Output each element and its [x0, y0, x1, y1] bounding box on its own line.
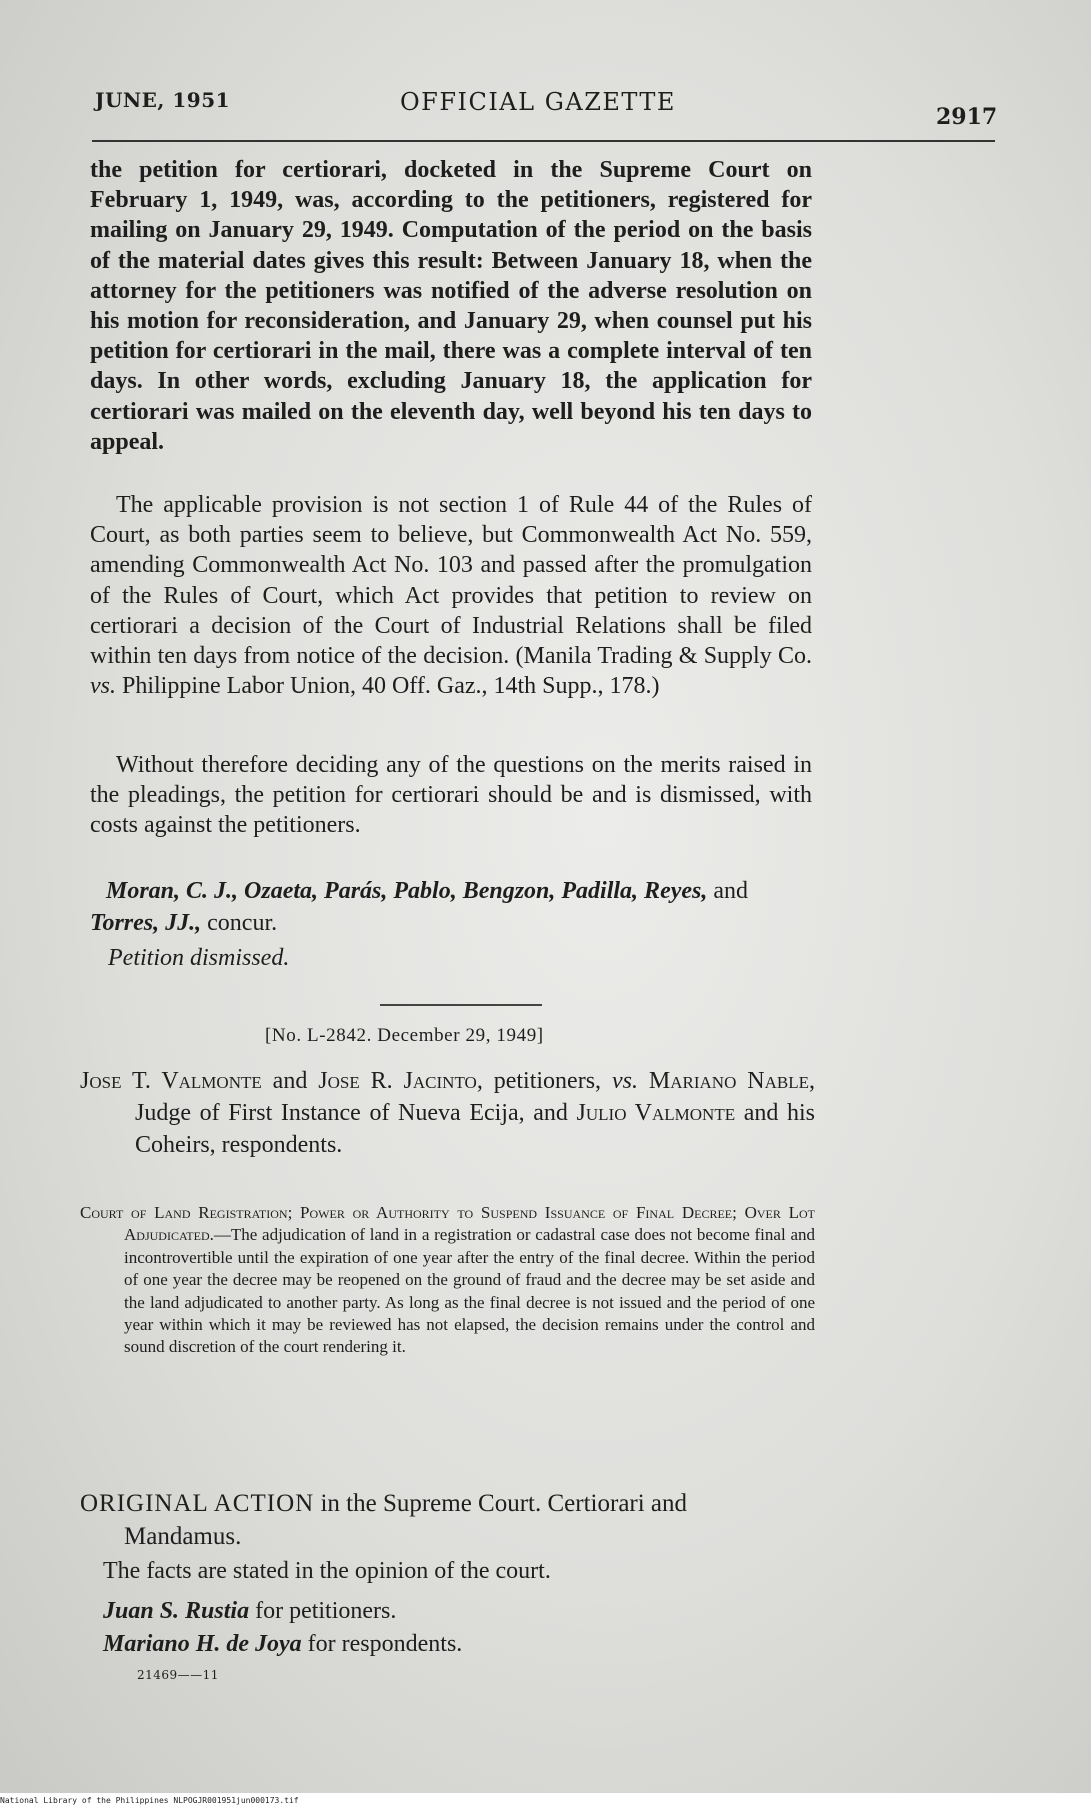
concurring-justices: Moran, C. J., Ozaeta, Parás, Pablo, Bengzon, Padilla, Reyes,: [106, 878, 708, 904]
petitioners-label: , petitioners,: [476, 1068, 612, 1094]
respondent-1: Mariano Nable: [637, 1068, 809, 1094]
action-description: in the Supreme Court. Certiorari and Mandamus.: [124, 1490, 688, 1550]
parties-text: [80, 1065, 815, 1161]
header-title: OFFICIAL GAZETTE: [400, 88, 676, 116]
body-paragraph-1: [90, 155, 812, 457]
conjunction: and: [707, 878, 749, 904]
scan-footer: National Library of the Philippines NLPOGJR001951jun000173.tif: [0, 1793, 1091, 1808]
versus-abbrev: vs.: [90, 673, 116, 700]
counsel-role: for petitioners.: [249, 1598, 397, 1624]
respondents-label: and his Coheirs, respondents.: [135, 1100, 815, 1158]
header-date: JUNE, 1951: [95, 88, 231, 112]
versus-abbrev: vs.: [611, 1068, 638, 1094]
paragraph-text: [90, 490, 812, 701]
page-number: 2917: [936, 104, 998, 130]
counsel-name: Juan S. Rustia: [103, 1598, 250, 1624]
paragraph-text: the petition for certiorari, docketed in the Supreme Court on February 1, 1949, was, according to the petitioners, registered for mailing on January 29, 1949. Computation of the period on the basis of the material dates gives this result: Between January 18, when the attorney for the petitioners was notified of the adverse resolution on his motion for reconsideration, and January 29, when counsel put his petition for certiorari in the mail, there was a complete interval of ten days. In other words, excluding January 18, the application for certiorari was mailed on the eleventh day, well beyond his ten days to appeal.: [90, 157, 812, 455]
petitioner-2: Jose R. Jacinto: [318, 1068, 477, 1094]
syllabus: [80, 1202, 815, 1359]
case-number: [No. L-2842. December 29, 1949]: [265, 1025, 544, 1046]
header-rule: [92, 140, 995, 142]
syllabus-text: [80, 1202, 815, 1359]
action-text: [80, 1487, 810, 1553]
petitioner-1: Jose T. Valmonte: [80, 1068, 262, 1094]
counsel-name: Mariano H. de Joya: [103, 1631, 302, 1657]
syllabus-heading: Court of Land Registration; Power or Authority to Suspend Issuance of Final Decree; Over Lot Adjudicated.: [80, 1203, 815, 1245]
counsel-petitioners: [103, 1598, 396, 1625]
counsel-role: for respondents.: [301, 1631, 463, 1657]
section-divider: [380, 1004, 542, 1006]
body-paragraph-3: [90, 750, 812, 841]
page-header: [95, 88, 998, 130]
paragraph-main: The applicable provision is not section 1 of Rule 44 of the Rules of Court, as both parties seem to believe, but Commonwealth Act No. 559, amending Commonwealth Act No. 103 and passed after the promulgation of the Rules of Court, which Act provides that petition to review on certiorari a decision of the Court of Industrial Relations shall be filed within ten days from notice of the decision. (Manila Trading & Supply Co.: [90, 492, 812, 670]
conjunction: and: [261, 1068, 319, 1094]
body-paragraph-2: [90, 490, 812, 701]
respondent-1-description: , Judge of First Instance of Nueva Ecija, and: [135, 1068, 815, 1126]
syllabus-body: —The adjudication of land in a registration or cadastral case does not become final and incontrovertible until the expiration of one year after the entry of the final decree. Within the period of one year the decree may be reopened on the ground of fraud and the decree may be set aside and the land adjudicated to another party. As long as the final decree is not issued and the period of one year within which it may be reviewed has not elapsed, the decision remains under the control and sound discretion of the court rendering it.: [124, 1225, 815, 1357]
action-caps: ORIGINAL ACTION: [80, 1490, 315, 1517]
paragraph-text: Without therefore deciding any of the questions on the merits raised in the pleadings, the petition for certiorari should be and is dismissed, with costs against the petitioners.: [90, 752, 812, 839]
printer-mark: 21469——11: [137, 1668, 219, 1682]
disposition: Petition dismissed.: [108, 945, 290, 971]
original-action: [80, 1487, 810, 1553]
citation-tail: Philippine Labor Union, 40 Off. Gaz., 14th Supp., 178.): [116, 673, 660, 700]
concur-word: concur.: [201, 910, 278, 936]
concurrence-line: [90, 875, 812, 939]
concurring-justice-last: Torres, JJ.,: [90, 910, 202, 936]
counsel-respondents: [103, 1631, 462, 1658]
facts-statement: The facts are stated in the opinion of the court.: [103, 1558, 551, 1584]
case-parties: [80, 1065, 815, 1161]
respondent-2: Julio Valmonte: [576, 1100, 736, 1126]
